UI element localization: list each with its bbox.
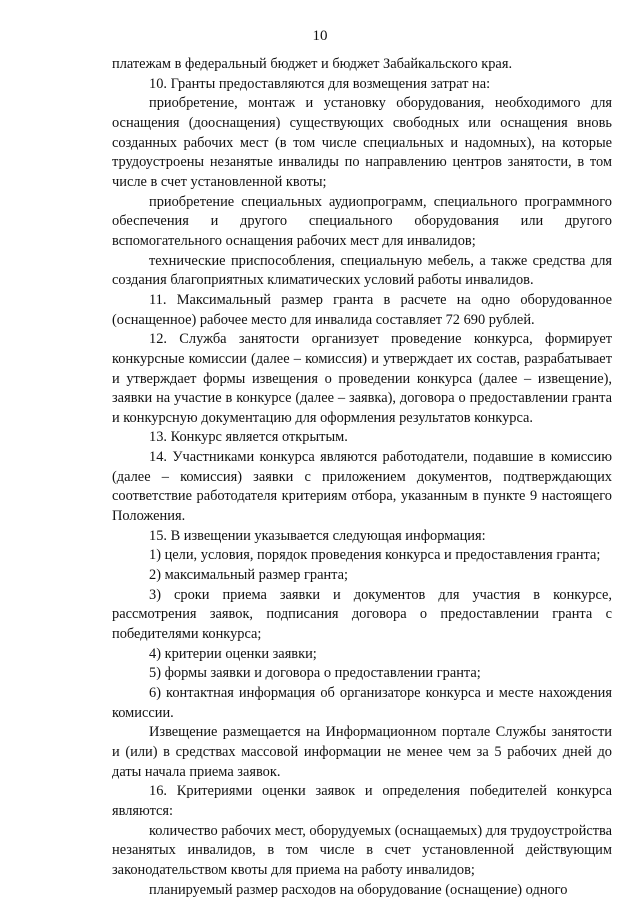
paragraph-item-14: 14. Участниками конкурса являются работодатели, подавшие в комиссию (далее – комиссия) заявки с приложением документов, подтверждающих соответствие работодателя критериям отбора, указанным в пункте 9 настоящего Положения. <box>112 449 612 525</box>
list-item-3: 3) сроки приема заявки и документов для участия в конкурсе, рассмотрения заявок, подписания договора о предоставлении гранта с победителями конкурса; <box>112 586 612 643</box>
list-item-6: 6) контактная информация об организаторе конкурса и месте нахождения комиссии. <box>112 685 612 721</box>
list-item-1: 1) цели, условия, порядок проведения конкурса и предоставления гранта; <box>149 547 601 564</box>
page-number: 10 <box>312 28 328 44</box>
paragraph-notice-placement: Извещение размещается на Информационном портале Службы занятости и (или) в средствах массовой информации не менее чем за 5 рабочих дней до даты начала приема заявок. <box>112 724 612 780</box>
paragraph-criterion-workplaces: количество рабочих мест, оборудуемых (оснащаемых) для трудоустройства незанятых инвалидов, в том числе в счет установленной действующим законодательством квоты для приема на работу инвалидов; <box>112 822 612 878</box>
list-item-2: 2) максимальный размер гранта; <box>149 567 349 584</box>
paragraph-item-12: 12. Служба занятости организует проведение конкурса, формирует конкурсные комиссии (далее – комиссия) и утверждает их состав, разрабатывает и утверждает формы извещения о проведении конкурса (далее – извещение), заявки на участие в конкурсе (далее – заявка), договора о предоставлении гранта и конкурсную документацию для оформления результатов конкурса. <box>112 331 612 426</box>
paragraph-item-16: 16. Критериями оценки заявок и определения победителей конкурса являются: <box>112 783 612 819</box>
document-body <box>112 55 612 900</box>
paragraph-item-10: 10. Гранты предоставляются для возмещения затрат на: <box>149 75 491 92</box>
paragraph-item-11: 11. Максимальный размер гранта в расчете на одно оборудованное (оснащенное) рабочее место для инвалида составляет 72 690 рублей. <box>112 291 612 328</box>
list-item-5: 5) формы заявки и договора о предоставлении гранта; <box>149 665 481 682</box>
paragraph-furniture: технические приспособления, специальную мебель, а также средства для создания благоприятных климатических условий работы инвалидов. <box>112 252 612 289</box>
paragraph-equipment: приобретение, монтаж и установку оборудования, необходимого для оснащения (дооснащения) существующих свободных или оснащения вновь созданных рабочих мест (в том числе специальных и надомных), на которые трудоустроены незанятые инвалиды по направлению центров занятости, в том числе в счет установленной квоты; <box>112 95 612 190</box>
paragraph-continuation: платежам в федеральный бюджет и бюджет Забайкальского края. <box>112 56 513 72</box>
paragraph-item-13: 13. Конкурс является открытым. <box>149 429 348 446</box>
paragraph-item-15: 15. В извещении указывается следующая информация: <box>149 527 486 544</box>
paragraph-software: приобретение специальных аудиопрограмм, специального программного обеспечения и другого специального оборудования или другого вспомогательного оснащения рабочих мест для инвалидов; <box>112 193 612 249</box>
paragraph-criterion-expenses: планируемый размер расходов на оборудование (оснащение) одного <box>149 881 568 898</box>
list-item-4: 4) критерии оценки заявки; <box>149 645 317 662</box>
